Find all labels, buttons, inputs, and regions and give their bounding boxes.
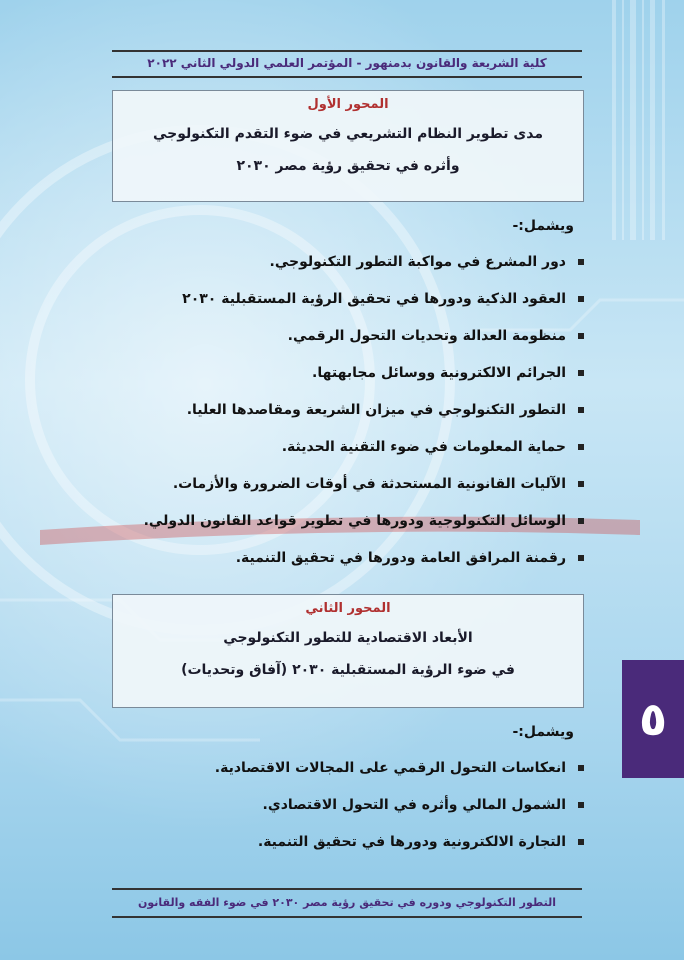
axis1-title: المحور الأول xyxy=(307,97,389,112)
page-number-tab: ٥ xyxy=(622,660,684,778)
list-item: حماية المعلومات في ضوء التقنية الحديثة. xyxy=(128,429,588,466)
list-item: التطور التكنولوجي في ميزان الشريعة ومقاصدها العليا. xyxy=(128,392,588,429)
axis1-includes: ويشمل:- xyxy=(512,218,574,234)
axis1-line2: وأثره في تحقيق رؤية مصر ٢٠٣٠ xyxy=(236,158,460,174)
axis2-box xyxy=(112,594,584,708)
axis1-items-list xyxy=(128,244,588,577)
list-item: دور المشرع في مواكبة التطور التكنولوجي. xyxy=(128,244,588,281)
axis2-line2: في ضوء الرؤية المستقبلية ٢٠٣٠ (آفاق وتحديات) xyxy=(181,662,515,678)
axis1-box xyxy=(112,90,584,202)
list-item: رقمنة المرافق العامة ودورها في تحقيق التنمية. xyxy=(128,540,588,577)
page-footer: التطور التكنولوجي ودوره في تحقيق رؤية مصر ٢٠٣٠ في ضوء الفقه والقانون xyxy=(112,888,582,918)
axis2-includes: ويشمل:- xyxy=(512,724,574,740)
list-item: الشمول المالي وأثره في التحول الاقتصادي. xyxy=(128,787,588,824)
axis1-line1: مدى تطوير النظام التشريعي في ضوء التقدم التكنولوجي xyxy=(153,126,543,142)
list-item: الجرائم الالكترونية ووسائل مجابهتها. xyxy=(128,355,588,392)
header-bottom-rule xyxy=(112,76,582,78)
axis2-title: المحور الثاني xyxy=(305,601,391,616)
page-header: كلية الشريعة والقانون بدمنهور - المؤتمر العلمي الدولي الثاني ٢٠٢٢ xyxy=(147,56,547,70)
list-item: الوسائل التكنولوجية ودورها في تطوير قواعد القانون الدولي. xyxy=(128,503,588,540)
list-item: التجارة الالكترونية ودورها في تحقيق التنمية. xyxy=(128,824,588,861)
list-item: انعكاسات التحول الرقمي على المجالات الاقتصادية. xyxy=(128,750,588,787)
list-item: منظومة العدالة وتحديات التحول الرقمي. xyxy=(128,318,588,355)
list-item: العقود الذكية ودورها في تحقيق الرؤية المستقبلية ٢٠٣٠ xyxy=(128,281,588,318)
list-item: الآليات القانونية المستحدثة في أوقات الضرورة والأزمات. xyxy=(128,466,588,503)
axis2-line1: الأبعاد الاقتصادية للتطور التكنولوجي xyxy=(223,630,473,646)
axis2-items-list xyxy=(128,750,588,861)
